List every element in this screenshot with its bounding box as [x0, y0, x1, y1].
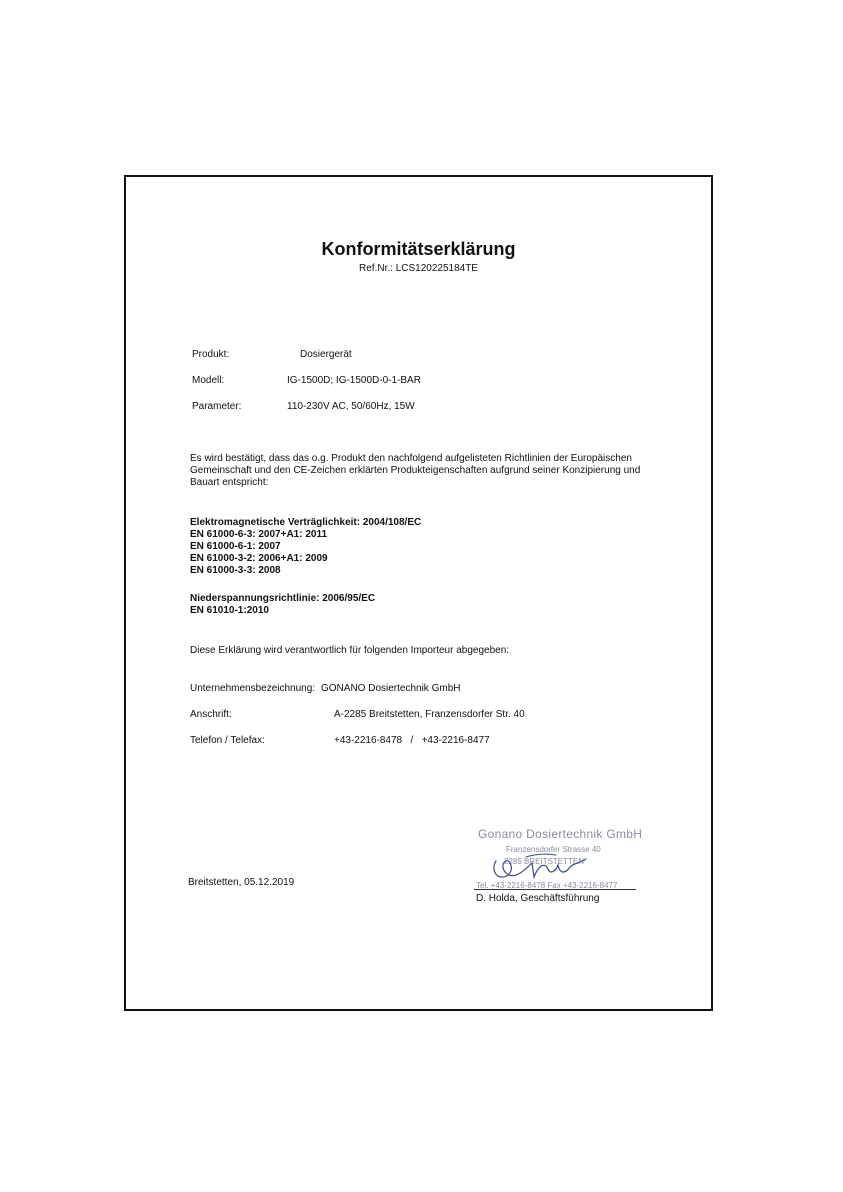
signatory-name: D. Holda, Geschäftsführung: [476, 893, 600, 904]
document-title: Konformitätserklärung: [321, 239, 516, 259]
lvd-directive-heading: Niederspannungsrichtlinie: 2006/95/EC: [190, 593, 376, 604]
place-date: Breitstetten, 05.12.2019: [188, 877, 295, 888]
phone-fax-value: +43-2216-8478 / +43-2216-8477: [334, 735, 490, 746]
product-value: Dosiergerät: [300, 349, 352, 360]
company-name-label: Unternehmensbezeichnung:: [190, 683, 316, 694]
product-label: Produkt:: [192, 349, 230, 360]
emc-standard: EN 61000-3-3: 2008: [190, 565, 281, 576]
address-label: Anschrift:: [190, 709, 232, 720]
conformity-statement: Es wird bestätigt, dass das o.g. Produkt den nachfolgend aufgelisteten Richtlinien der Europäischen Gemeinschaft und den CE-Zeichen erklärten Produkteigenschaften aufgrund seiner Konzipierung und Bauart entspricht:: [190, 453, 641, 488]
document-page: [124, 175, 713, 1011]
company-stamp-phone: Tel. +43-2216-8478 Fax +43-2216-8477: [476, 881, 618, 890]
importer-intro: Diese Erklärung wird verantwortlich für folgenden Importeur abgegeben:: [190, 645, 510, 656]
emc-standard: EN 61000-3-2: 2006+A1: 2009: [190, 553, 328, 564]
parameter-label: Parameter:: [192, 401, 242, 412]
model-value: IG-1500D; IG-1500D-0-1-BAR: [287, 375, 421, 386]
company-stamp-name: Gonano Dosiertechnik GmbH: [478, 827, 643, 841]
emc-standard: EN 61000-6-3: 2007+A1: 2011: [190, 529, 328, 540]
lvd-standard: EN 61010-1:2010: [190, 605, 269, 616]
company-stamp-city: 2285 BREITSTETTEN: [504, 857, 585, 866]
emc-standard: EN 61000-6-1: 2007: [190, 541, 281, 552]
address-value: A-2285 Breitstetten, Franzensdorfer Str. 40: [334, 709, 525, 720]
signature-line: [474, 889, 636, 890]
company-name-value: GONANO Dosiertechnik GmbH: [321, 683, 461, 694]
emc-directive-heading: Elektromagnetische Verträglichkeit: 2004/108/EC: [190, 517, 422, 528]
phone-fax-label: Telefon / Telefax:: [190, 735, 265, 746]
model-label: Modell:: [192, 375, 225, 386]
handwritten-signature: [486, 847, 596, 887]
reference-number: Ref.Nr.: LCS120225184TE: [359, 263, 478, 274]
company-stamp-street: Franzensdorfer Strasse 40: [506, 845, 601, 854]
parameter-value: 110-230V AC, 50/60Hz, 15W: [287, 401, 415, 412]
